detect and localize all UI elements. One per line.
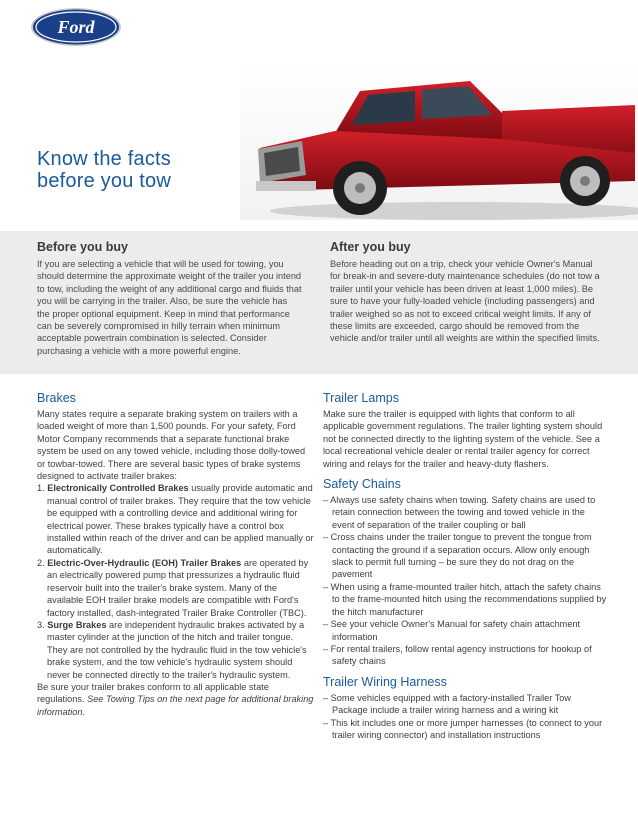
wiring-heading: Trailer Wiring Harness [323, 674, 447, 689]
item-number: 1. [37, 483, 45, 494]
hero-truck-image [240, 63, 638, 220]
title-line-2: before you tow [37, 170, 171, 192]
after-body: Before heading out on a trip, check your vehicle Owner's Manual for break-in and severe-duty maintenance schedules (do not tow a trailer until your vehicle has been driven at least 1,000 miles). Be sure to have your fully-loaded vehicle (including passengers) and trailer weighed so as not to exceed critical weight limits. If any of these limits are exceeded, cargo should be removed from the vehicle and/or trailer until all weights are within the specified limits. [330, 259, 600, 344]
before-you-buy-section [37, 239, 302, 357]
chains-item: – Always use safety chains when towing. Safety chains are used to retain connection between the towing and towed vehicle in the event of separation of the trailer coupling or ball [323, 495, 596, 530]
after-you-buy-section [330, 239, 600, 345]
chains-item-text: Cross chains under the trailer tongue to prevent the tongue from contacting the ground if a separation occurs. Allow only enough slack to permit full turning – be sure they do not drag on the pavement [330, 532, 592, 580]
wiring-item-text: This kit includes one or more jumper harnesses (to connect to your trailer wiring connector) and installation instructions [330, 717, 603, 740]
chains-item-text: Always use safety chains when towing. Safety chains are used to retain connection between the towing and towed vehicle in the event of separation of the trailer coupling or ball [330, 495, 596, 530]
wiring-item: – Some vehicles equipped with a factory-installed Trailer Tow Package include a trailer wiring harness and a wiring kit [323, 692, 572, 716]
chains-item: – See your vehicle Owner's Manual for safety chain attachment information [323, 619, 581, 642]
chains-item-text: When using a frame-mounted trailer hitch, attach the safety chains to the frame-mounted hitch using the recommendations supplied by the hitch manufacturer [330, 581, 607, 617]
lamps-heading: Trailer Lamps [323, 391, 399, 405]
brakes-section [37, 390, 314, 718]
chains-item: – For rental trailers, follow rental agency instructions for hookup of safety chains [323, 643, 592, 667]
brakes-closing-text: Be sure your trailer brakes conform to all applicable state regulations. [37, 681, 269, 705]
item-term: Electronically Controlled Brakes [47, 483, 189, 494]
chains-item: – When using a frame-mounted trailer hitch, attach the safety chains to the frame-mounted hitch using the recommendations supplied by the hitch manufacturer [323, 581, 607, 617]
brakes-closing-note: See Towing Tips on the next page for additional braking information. [37, 694, 314, 717]
before-heading: Before you buy [37, 240, 128, 254]
page-title [37, 148, 171, 192]
lamps-body: Make sure the trailer is equipped with lights that conform to all applicable government regulations. The trailer lighting system should not be connected directly to the lighting system of the vehicle. See a local recreational vehicle dealer or rental trailer agency for correct wiring and relays for the trailer and heavy-duty flashers. [323, 409, 603, 469]
brake-type-item [37, 557, 314, 619]
wiring-item-text: Some vehicles equipped with a factory-installed Trailer Tow Package include a trailer wiring harness and a wiring kit [330, 692, 572, 716]
after-heading: After you buy [330, 240, 411, 254]
item-term: Electric-Over-Hydraulic (EOH) Trailer Brakes [47, 557, 242, 568]
brakes-heading: Brakes [37, 391, 76, 405]
brakes-intro: Many states require a separate braking system on trailers with a loaded weight of more than 1,500 pounds. For your safety, Ford Motor Company recommends that a separate functional brake system be used on any towed vehicle, including those dolly-towed or towbar-towed. There are several basic types of brake systems designed to activate trailer brakes: [37, 409, 306, 482]
title-line-1: Know the facts [37, 148, 171, 170]
item-number: 3. [37, 619, 45, 630]
item-text: are independent hydraulic brakes activated by a master cylinder at the junction of the hitch and trailer tongue. They are not controlled by the hydraulic fluid in the tow vehicle's brake system, and the tow vehicle's hydraulic system should never be connected directly to the trailer's hydraulic system. [47, 619, 307, 680]
chains-item: – Cross chains under the trailer tongue to prevent the tongue from contacting the ground if a separation occurs. Allow only enough slack to permit full turning – be sure they do not drag on the pavement [323, 532, 592, 580]
chains-item-text: For rental trailers, follow rental agency instructions for hookup of safety chains [330, 643, 592, 667]
item-number: 2. [37, 557, 45, 568]
item-term: Surge Brakes [47, 619, 107, 630]
brake-type-item [37, 482, 314, 556]
wiring-item: – This kit includes one or more jumper harnesses (to connect to your trailer wiring connector) and installation instructions [323, 717, 603, 740]
before-body: If you are selecting a vehicle that will be used for towing, you should determine the approximate weight of the trailer you intend to tow, including the weight of any additional cargo and fluids that you will be carrying in the trailer. Also, be sure the vehicle has the proper optional equipment. Keep in mind that performance can be severely compromised in hilly terrain when minimum acceptable powertrain combination is selected. Consider purchasing a vehicle with a more powerful engine. [37, 259, 302, 356]
ford-logo-text: Ford [57, 17, 95, 37]
brakes-closing [37, 681, 314, 718]
chains-heading: Safety Chains [323, 477, 401, 492]
chains-item-text: See your vehicle Owner's Manual for safety chain attachment information [330, 619, 581, 642]
right-column [323, 390, 607, 741]
brake-type-item [37, 619, 314, 681]
item-text: are operated by an electrically powered pump that pressurizes a hydraulic fluid reservoir built into the trailer's brake system. Many of the available EOH trailer brake models are compatible with Ford's factory installed, dash-integrated Trailer Brake Controller (TBC). [47, 557, 309, 618]
ford-logo[interactable] [30, 7, 122, 47]
item-text: usually provide automatic and manual control of trailer brakes. They require that the tow vehicle be equipped with a controlling device and additional wiring for electrical power. These brakes typically have a control box installed within reach of the driver and can be applied manually or automatically. [47, 483, 314, 556]
